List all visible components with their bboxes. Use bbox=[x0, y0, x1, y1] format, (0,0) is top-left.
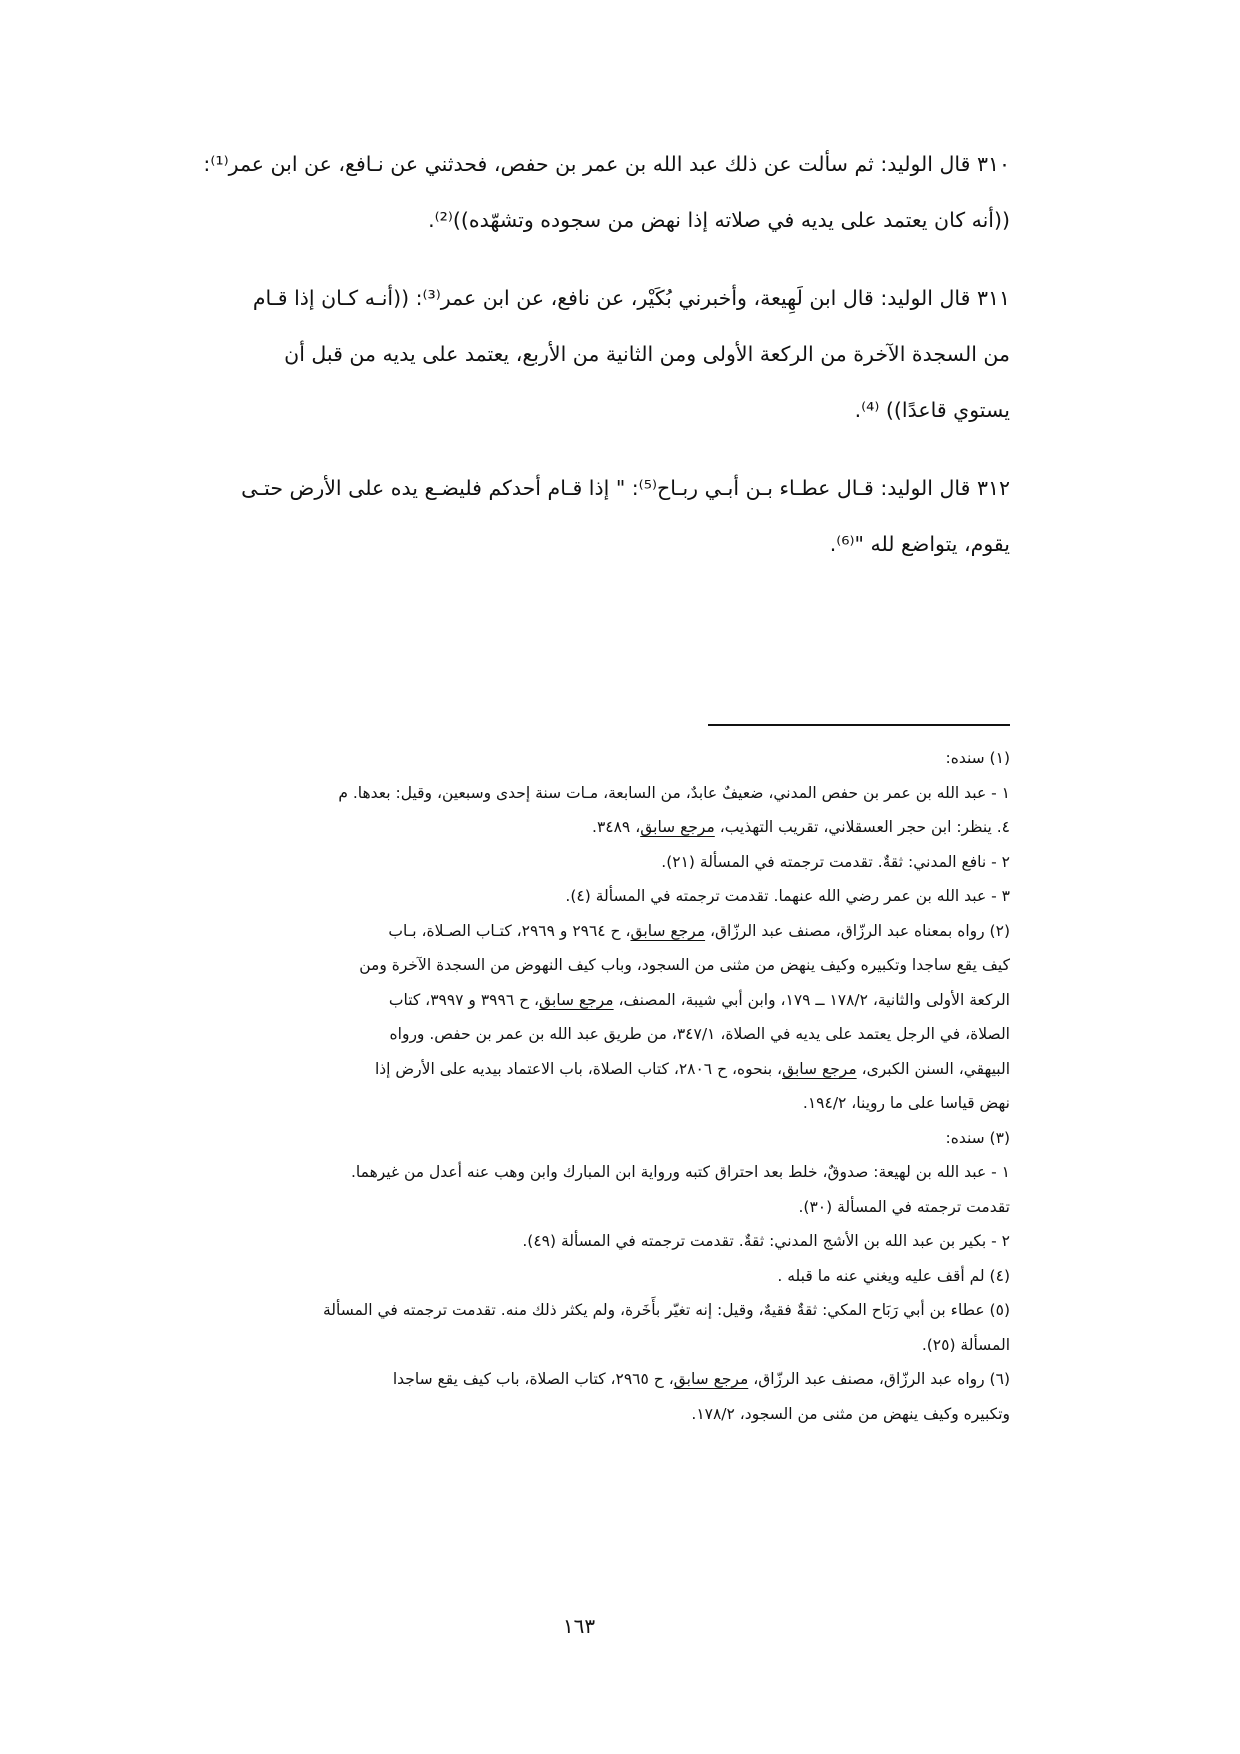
footnote-line: نهض قياسا على ما روينا، ١٩٤/٢. bbox=[802, 1094, 1010, 1112]
footnote-separator bbox=[708, 724, 1010, 726]
footnote-line: (٢) رواه بمعناه عبد الرزّاق، مصنف عبد الرزّاق، مرجع سابق، ح ٢٩٦٤ و ٢٩٦٩، كتـاب الصـلاة، بـاب bbox=[388, 921, 1010, 940]
footnote-line: (٣) سنده: bbox=[945, 1128, 1010, 1147]
reference-underline: مرجع سابق bbox=[673, 1370, 749, 1388]
paragraph-310 bbox=[148, 136, 1010, 248]
footnote-line: المسألة (٢٥). bbox=[921, 1335, 1010, 1354]
footnote-line: (٥) عطاء بن أبي رَبَاح المكي: ثقةٌ فقيهٌ، وقيل: إنه تغيّر بأَخَرة، ولم يكثر ذلك منه. تقدمت ترجمته في المسألة bbox=[322, 1301, 1010, 1319]
footnote-line: (٦) رواه عبد الرزّاق، مصنف عبد الرزّاق، مرجع سابق، ح ٢٩٦٥، كتاب الصلاة، باب كيف يقع ساجدا bbox=[392, 1370, 1010, 1388]
main-text bbox=[148, 136, 1010, 594]
footnote-line: (١) سنده: bbox=[945, 749, 1010, 767]
reference-underline: مرجع سابق bbox=[539, 990, 614, 1009]
footnote-line: ١ - عبد الله بن لهيعة: صدوقٌ، خلط بعد احتراق كتبه ورواية ابن المبارك وابن وهب عنه أعدل من غيرهما. bbox=[350, 1163, 1010, 1181]
reference-underline: مرجع سابق bbox=[782, 1059, 857, 1078]
footnote-line: ٢ - نافع المدني: ثقةٌ. تقدمت ترجمته في المسألة (٢١). bbox=[661, 852, 1010, 871]
text-line: من السجدة الآخرة من الركعة الأولى ومن الثانية من الأربع، يعتمد على يديه من قبل أن bbox=[284, 342, 1010, 366]
paragraph-311 bbox=[148, 270, 1010, 438]
footnote-line: كيف يقع ساجدا وتكبيره وكيف ينهض من مثنى من السجود، وباب كيف النهوض من السجدة الآخرة ومن bbox=[359, 956, 1010, 974]
footnote-line: ٤. ينظر: ابن حجر العسقلاني، تقريب التهذيب، مرجع سابق، ٣٤٨٩. bbox=[592, 818, 1010, 836]
footnote-line: البيهقي، السنن الكبرى، مرجع سابق، بنحوه، ح ٢٨٠٦، كتاب الصلاة، باب الاعتماد بيديه على الأرض إذا bbox=[374, 1059, 1010, 1078]
footnote-line: الركعة الأولى والثانية، ١٧٨/٢ ــ ١٧٩، وابن أبي شيبة، المصنف، مرجع سابق، ح ٣٩٩٦ و ٣٩٩٧، كتاب bbox=[388, 990, 1010, 1009]
paragraph-312 bbox=[148, 460, 1010, 572]
text-line: يقوم، يتواضع لله "⁽⁶⁾. bbox=[829, 532, 1010, 556]
footnote-line: تقدمت ترجمته في المسألة (٣٠). bbox=[798, 1197, 1010, 1216]
document-page bbox=[148, 0, 1010, 1754]
text-line: يستوي قاعدًا)) ⁽⁴⁾. bbox=[854, 398, 1010, 422]
footnote-line: ٣ - عبد الله بن عمر رضي الله عنهما. تقدمت ترجمته في المسألة (٤). bbox=[565, 887, 1010, 905]
footnotes bbox=[148, 741, 1010, 1431]
footnote-line: ١ - عبد الله بن عمر بن حفص المدني، ضعيفٌ عابدٌ، من السابعة، مـات سنة إحدى وسبعين، وقيل: بعدها. م bbox=[338, 783, 1010, 802]
text-line: ٣١٢ قال الوليد: قـال عطـاء بـن أبـي ربـاح⁽⁵⁾: " إذا قـام أحدكم فليضـع يده على الأرض حتـى bbox=[241, 476, 1010, 500]
footnote-line: الصلاة، في الرجل يعتمد على يديه في الصلاة، ٣٤٧/١، من طريق عبد الله بن عمر بن حفص. ورواه bbox=[389, 1025, 1010, 1043]
reference-underline: مرجع سابق bbox=[630, 921, 706, 940]
text-line: ٣١١ قال الوليد: قال ابن لَهِيعة، وأخبرني بُكَيْر، عن نافع، عن ابن عمر⁽³⁾: ((أنـه كـان إذا قـام bbox=[252, 286, 1010, 310]
text-line: ((أنه كان يعتمد على يديه في صلاته إذا نهض من سجوده وتشهّده))⁽²⁾. bbox=[428, 208, 1010, 232]
reference-underline: مرجع سابق bbox=[640, 818, 715, 836]
footnote-line: ٢ - بكير بن عبد الله بن الأشج المدني: ثقةٌ. تقدمت ترجمته في المسألة (٤٩). bbox=[522, 1232, 1010, 1250]
text-line: ٣١٠ قال الوليد: ثم سألت عن ذلك عبد الله بن عمر بن حفص، فحدثني عن نـافع، عن ابن عمر⁽¹⁾: bbox=[203, 152, 1010, 176]
footnote-line: وتكبيره وكيف ينهض من مثنى من السجود، ١٧٨/٢. bbox=[691, 1404, 1010, 1423]
footnote-line: (٤) لم أقف عليه ويغني عنه ما قبله . bbox=[777, 1266, 1010, 1285]
page-number: ١٦٣ bbox=[562, 1614, 596, 1638]
